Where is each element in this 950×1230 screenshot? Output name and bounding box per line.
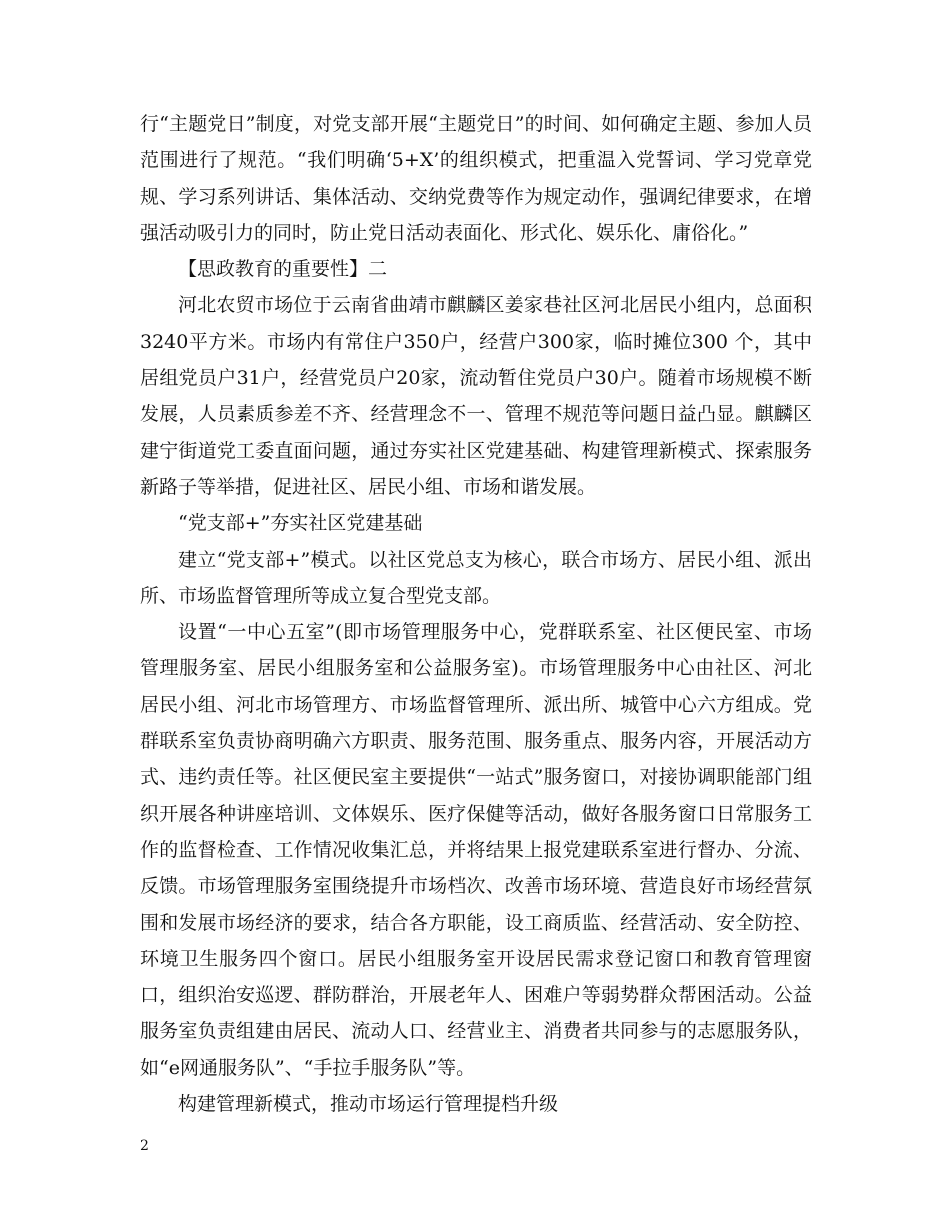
page-number: 2 xyxy=(140,1138,149,1154)
subheading-management-model: 构建管理新模式，推动市场运行管理提档升级 xyxy=(178,1093,559,1116)
paragraph-market-intro: 河北农贸市场位于云南省曲靖市麒麟区姜家巷社区河北居民小组内，总面积3240平方米。市场内有常住户350户，经营户300家，临时摊位300 个，其中居组党员户31户，经营党员户20家，流动暂住党员户30户。随着市场规模不断发展，人员素质参差不齐、经营理念不一、管理不规范等问题日益凸显。麒麟区建宁街道党工委直面问题，通过夯实社区党建基础、构建管理新模式、探索服务新路子等举措，促进社区、居民小组、市场和谐发展。 xyxy=(140,294,812,498)
subheading-party-branch: “党支部+”夯实社区党建基础 xyxy=(178,512,423,535)
section-heading-importance: 【思政教育的重要性】二 xyxy=(178,258,388,281)
paragraph-branch-model: 建立“党支部+”模式。以社区党总支为核心，联合市场方、居民小组、派出所、市场监督管理所等成立复合型党支部。 xyxy=(140,548,812,607)
paragraph-center-rooms: 设置“一中心五室”(即市场管理服务中心，党群联系室、社区便民室、市场管理服务室、居民小组服务室和公益服务室)。市场管理服务中心由社区、河北居民小组、河北市场管理方、市场监督管理所、派出所、城管中心六方组成。党群联系室负责协商明确六方职责、服务范围、服务重点、服务内容，开展活动方式、违约责任等。社区便民室主要提供“一站式”服务窗口，对接协调职能部门组织开展各种讲座培训、文体娱乐、医疗保健等活动，做好各服务窗口日常服务工作的监督检查、工作情况收集汇总，并将结果上报党建联系室进行督办、分流、反馈。市场管理服务室围绕提升市场档次、改善市场环境、营造良好市场经营氛围和发展市场经济的要求，结合各方职能，设工商质监、经营活动、安全防控、环境卫生服务四个窗口。居民小组服务室开设居民需求登记窗口和教育管理窗口，组织治安巡逻、群防群治，开展老年人、困难户等弱势群众帮困活动。公益服务室负责组建由居民、流动人口、经营业主、消费者共同参与的志愿服务队，如“e网通服务队”、“手拉手服务队”等。 xyxy=(140,621,812,1079)
body-text xyxy=(140,106,812,1122)
paragraph-continuation: 行“主题党日”制度，对党支部开展“主题党日”的时间、如何确定主题、参加人员范围进行了规范。“我们明确‘5+X’的组织模式，把重温入党誓词、学习党章党规、学习系列讲话、集体活动、交纳党费等作为规定动作，强调纪律要求，在增强活动吸引力的同时，防止党日活动表面化、形式化、娱乐化、庸俗化。” xyxy=(140,113,812,244)
